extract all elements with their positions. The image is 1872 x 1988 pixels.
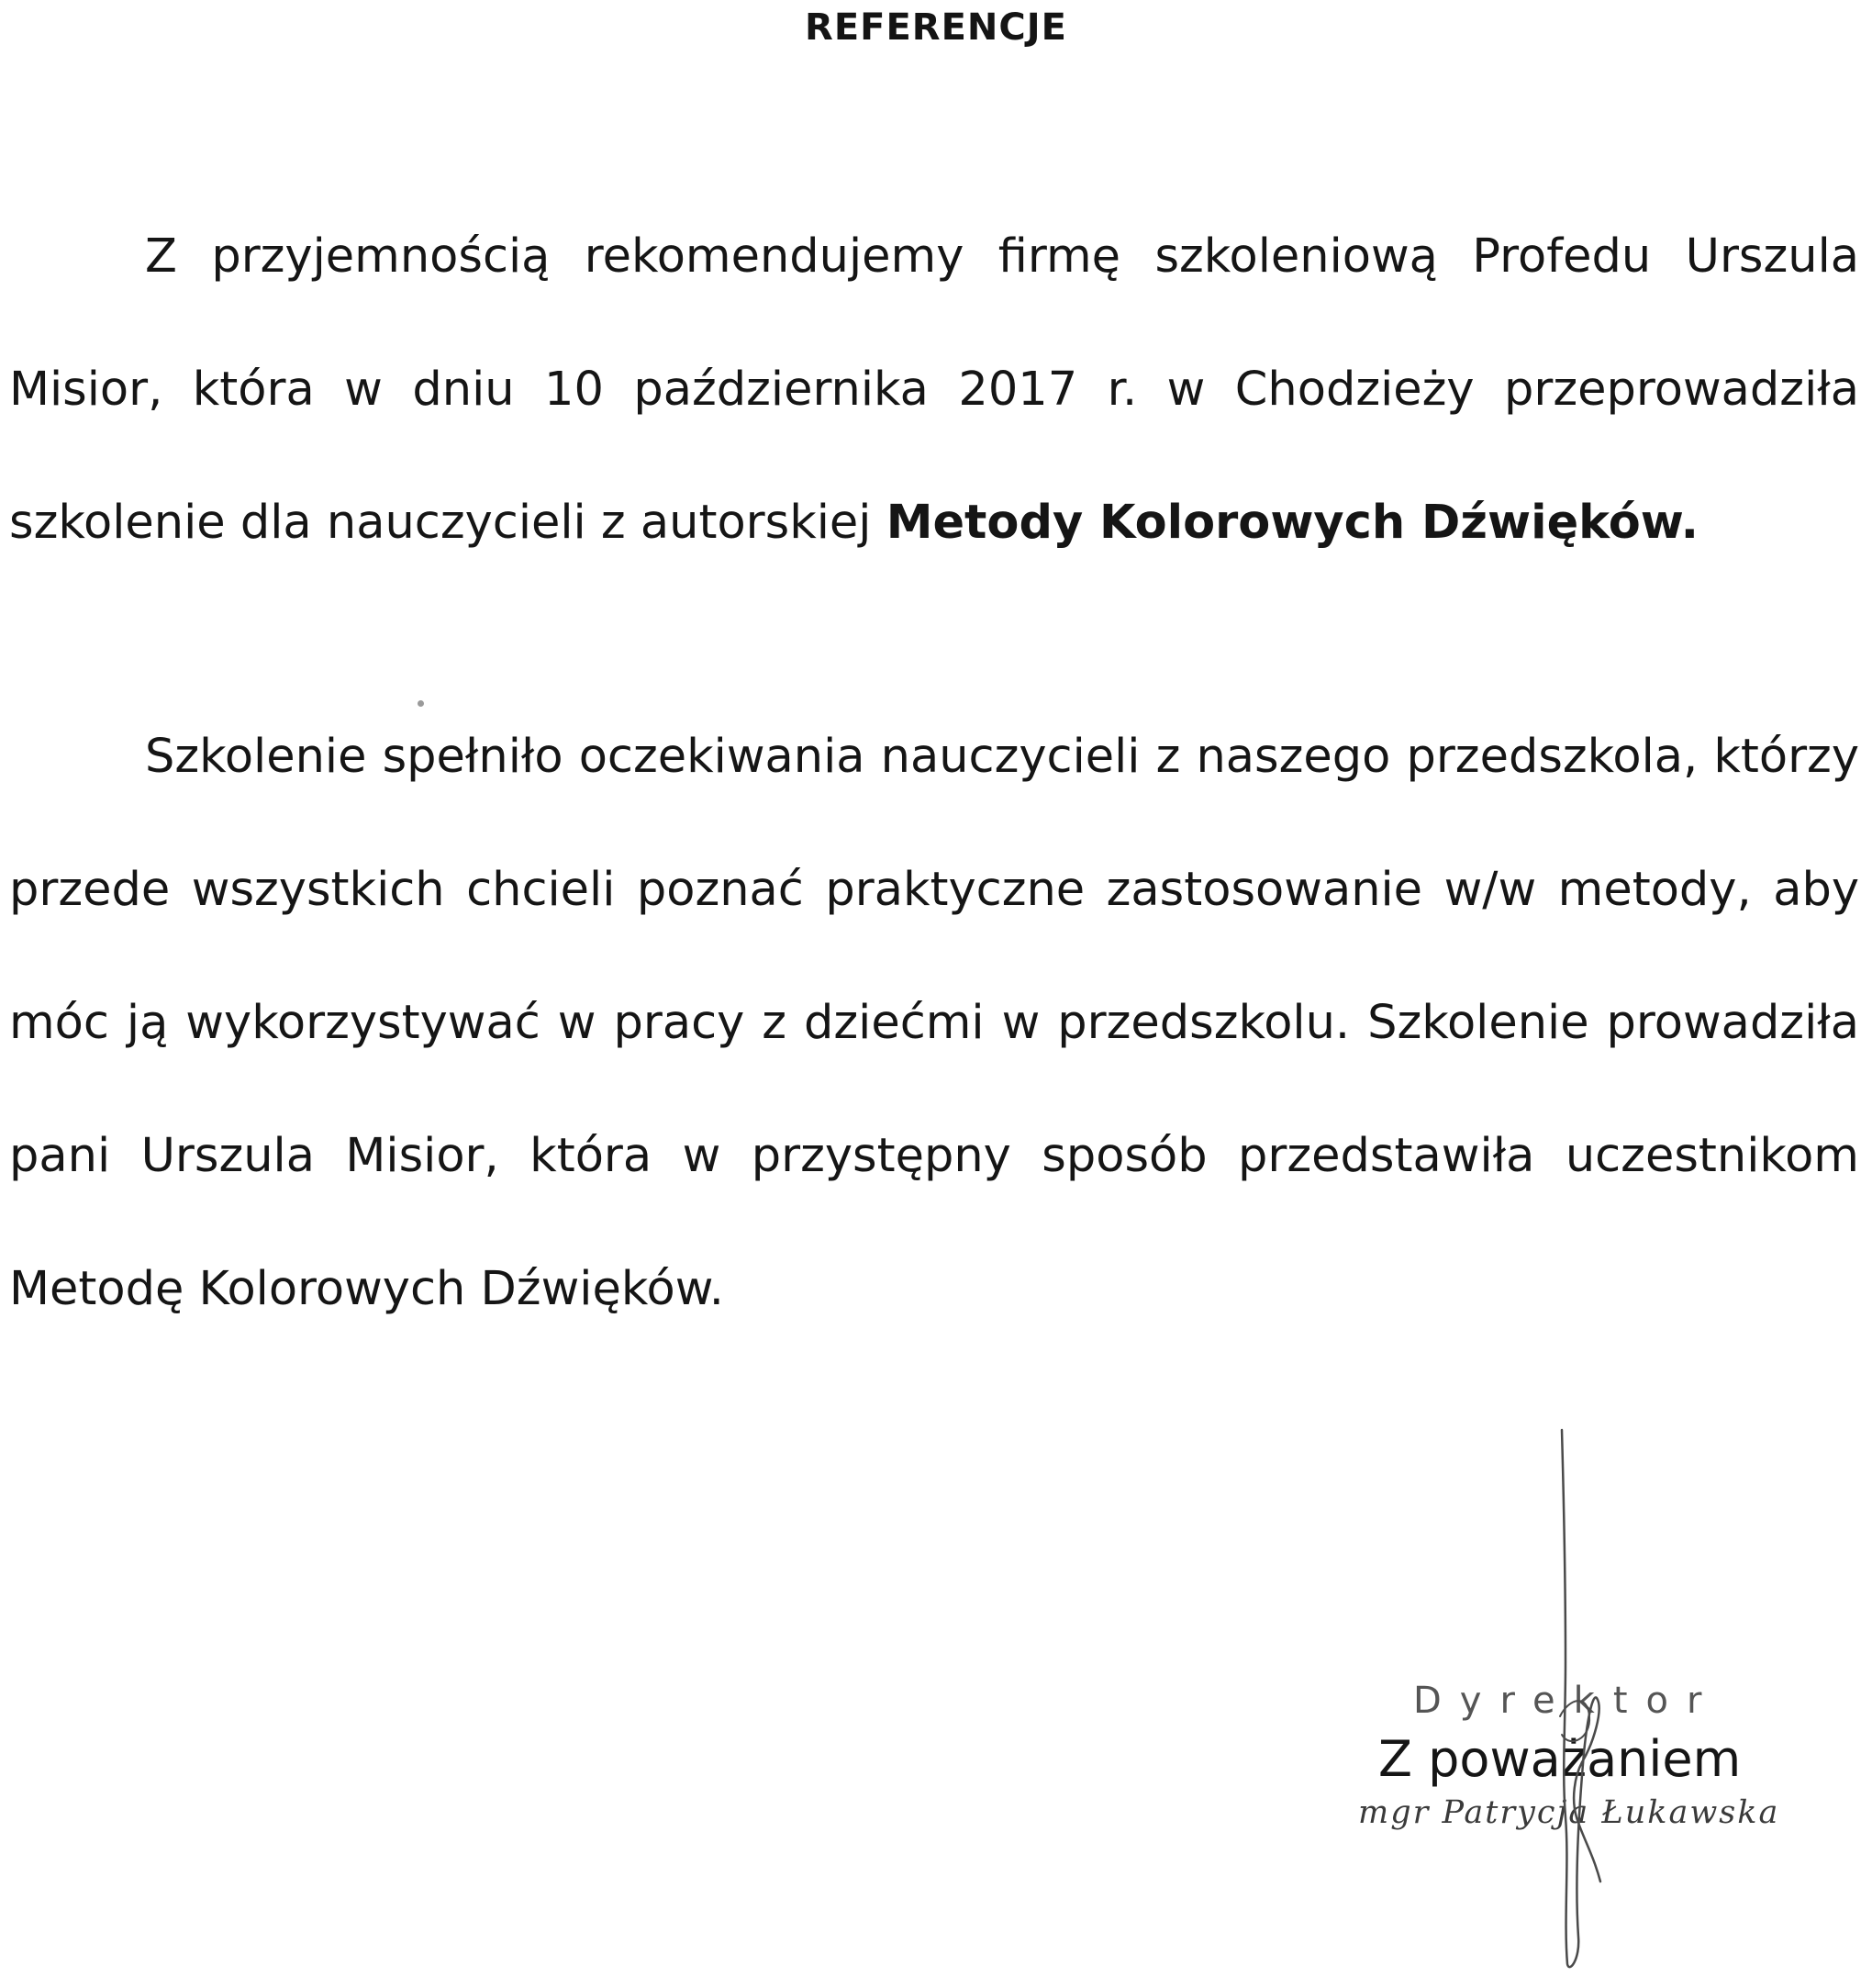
paragraph-line: Metodę Kolorowych Dźwięków. bbox=[9, 1262, 724, 1316]
paragraph-line bbox=[9, 456, 1859, 589]
signature-block bbox=[1349, 1423, 1789, 1973]
stamp-name: mgr Patrycja Łukawska bbox=[1358, 1794, 1780, 1831]
handwritten-signature bbox=[1505, 1423, 1633, 1973]
closing-regards: Z poważaniem bbox=[1378, 1730, 1742, 1788]
paragraph-recommendation bbox=[9, 190, 1859, 589]
paragraph-text: Szkolenie spełniło oczekiwania nauczycieli z naszego przedszkola, którzy bbox=[145, 730, 1859, 784]
stamp-role: Dyrektor bbox=[1413, 1680, 1721, 1722]
paragraph-line: móc ją wykorzystywać w pracy z dziećmi w przedszkolu. Szkolenie prowadziła bbox=[9, 996, 1859, 1050]
paragraph-line: Misior, która w dniu 10 października 2017 r. w Chodzieży przeprowadziła bbox=[9, 363, 1859, 417]
paragraph-line bbox=[9, 690, 1859, 823]
method-name-bold: Metody Kolorowych Dźwięków. bbox=[886, 496, 1699, 550]
paragraph-text: Z przyjemnością rekomendujemy firmę szkoleniową Profedu Urszula bbox=[145, 229, 1859, 284]
paragraph-evaluation bbox=[9, 690, 1859, 1356]
paragraph-line: przede wszystkich chcieli poznać praktyczne zastosowanie w/w metody, aby bbox=[9, 863, 1859, 917]
paragraph-text: szkolenie dla nauczycieli z autorskiej bbox=[9, 496, 886, 550]
document-title: REFERENCJE bbox=[805, 6, 1067, 49]
paragraph-line: pani Urszula Misior, która w przystępny sposób przedstawiła uczestnikom bbox=[9, 1129, 1859, 1183]
paragraph-line bbox=[9, 190, 1859, 323]
